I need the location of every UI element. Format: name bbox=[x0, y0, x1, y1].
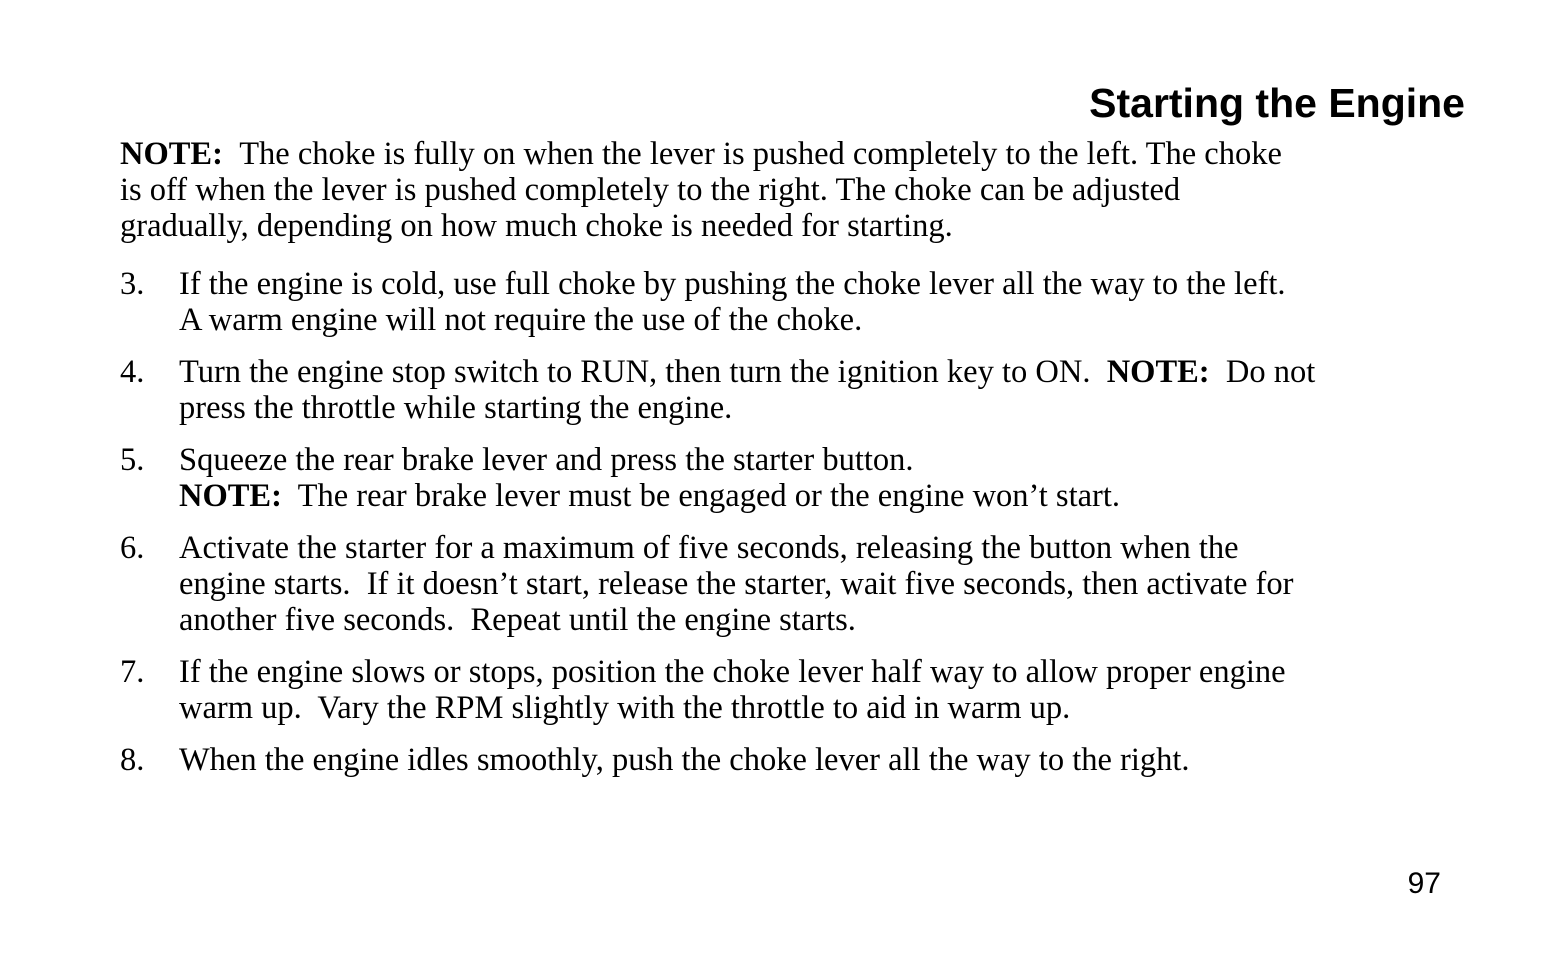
step-number: 6. bbox=[120, 530, 145, 566]
step-line: warm up. Vary the RPM slightly with the throttle to aid in warm up. bbox=[179, 690, 1071, 726]
intro-note-text: The choke is fully on when the lever is pushed completely to the left. The choke bbox=[239, 136, 1282, 172]
step-number: 3. bbox=[120, 266, 145, 302]
step-8 bbox=[120, 742, 1470, 778]
step-number: 4. bbox=[120, 354, 145, 390]
note-label: NOTE: bbox=[120, 136, 223, 172]
step-text bbox=[179, 530, 1470, 638]
step-line bbox=[179, 354, 1470, 390]
step-line bbox=[179, 478, 1470, 514]
step-line: If the engine is cold, use full choke by pushing the choke lever all the way to the left. bbox=[179, 266, 1286, 302]
step-line: engine starts. If it doesn’t start, release the starter, wait five seconds, then activate for bbox=[179, 566, 1294, 602]
step-line: Activate the starter for a maximum of five seconds, releasing the button when the bbox=[179, 530, 1239, 566]
step-number: 7. bbox=[120, 654, 145, 690]
step-5 bbox=[120, 442, 1470, 514]
step-text bbox=[179, 742, 1470, 778]
page-title: Starting the Engine bbox=[1089, 80, 1465, 126]
step-number: 8. bbox=[120, 742, 145, 778]
intro-note-line bbox=[120, 136, 1470, 172]
step-line: When the engine idles smoothly, push the choke lever all the way to the right. bbox=[179, 742, 1190, 778]
main-content bbox=[120, 136, 1470, 794]
steps-list bbox=[120, 266, 1470, 778]
step-line-text: Do not bbox=[1209, 354, 1316, 390]
step-text bbox=[179, 442, 1470, 514]
step-3 bbox=[120, 266, 1470, 338]
step-line-text: The rear brake lever must be engaged or the engine won’t start. bbox=[281, 478, 1121, 514]
step-number: 5. bbox=[120, 442, 145, 478]
step-4 bbox=[120, 354, 1470, 426]
note-label: NOTE: bbox=[179, 478, 282, 514]
step-line: If the engine slows or stops, position the choke lever half way to allow proper engine bbox=[179, 654, 1286, 690]
step-line-text: Turn the engine stop switch to RUN, then turn the ignition key to ON. bbox=[179, 354, 1107, 390]
step-text bbox=[179, 266, 1470, 338]
intro-note-line: gradually, depending on how much choke is needed for starting. bbox=[120, 208, 953, 244]
step-line: press the throttle while starting the engine. bbox=[179, 390, 733, 426]
step-text bbox=[179, 654, 1470, 726]
page-number: 97 bbox=[1407, 867, 1441, 900]
step-line: another five seconds. Repeat until the engine starts. bbox=[179, 602, 856, 638]
intro-note-line: is off when the lever is pushed completely to the right. The choke can be adjusted bbox=[120, 172, 1181, 208]
step-text bbox=[179, 354, 1470, 426]
step-line: A warm engine will not require the use of the choke. bbox=[179, 302, 863, 338]
intro-note bbox=[120, 136, 1470, 244]
step-line: Squeeze the rear brake lever and press the starter button. bbox=[179, 442, 914, 478]
step-6 bbox=[120, 530, 1470, 638]
step-7 bbox=[120, 654, 1470, 726]
note-label: NOTE: bbox=[1106, 354, 1210, 390]
